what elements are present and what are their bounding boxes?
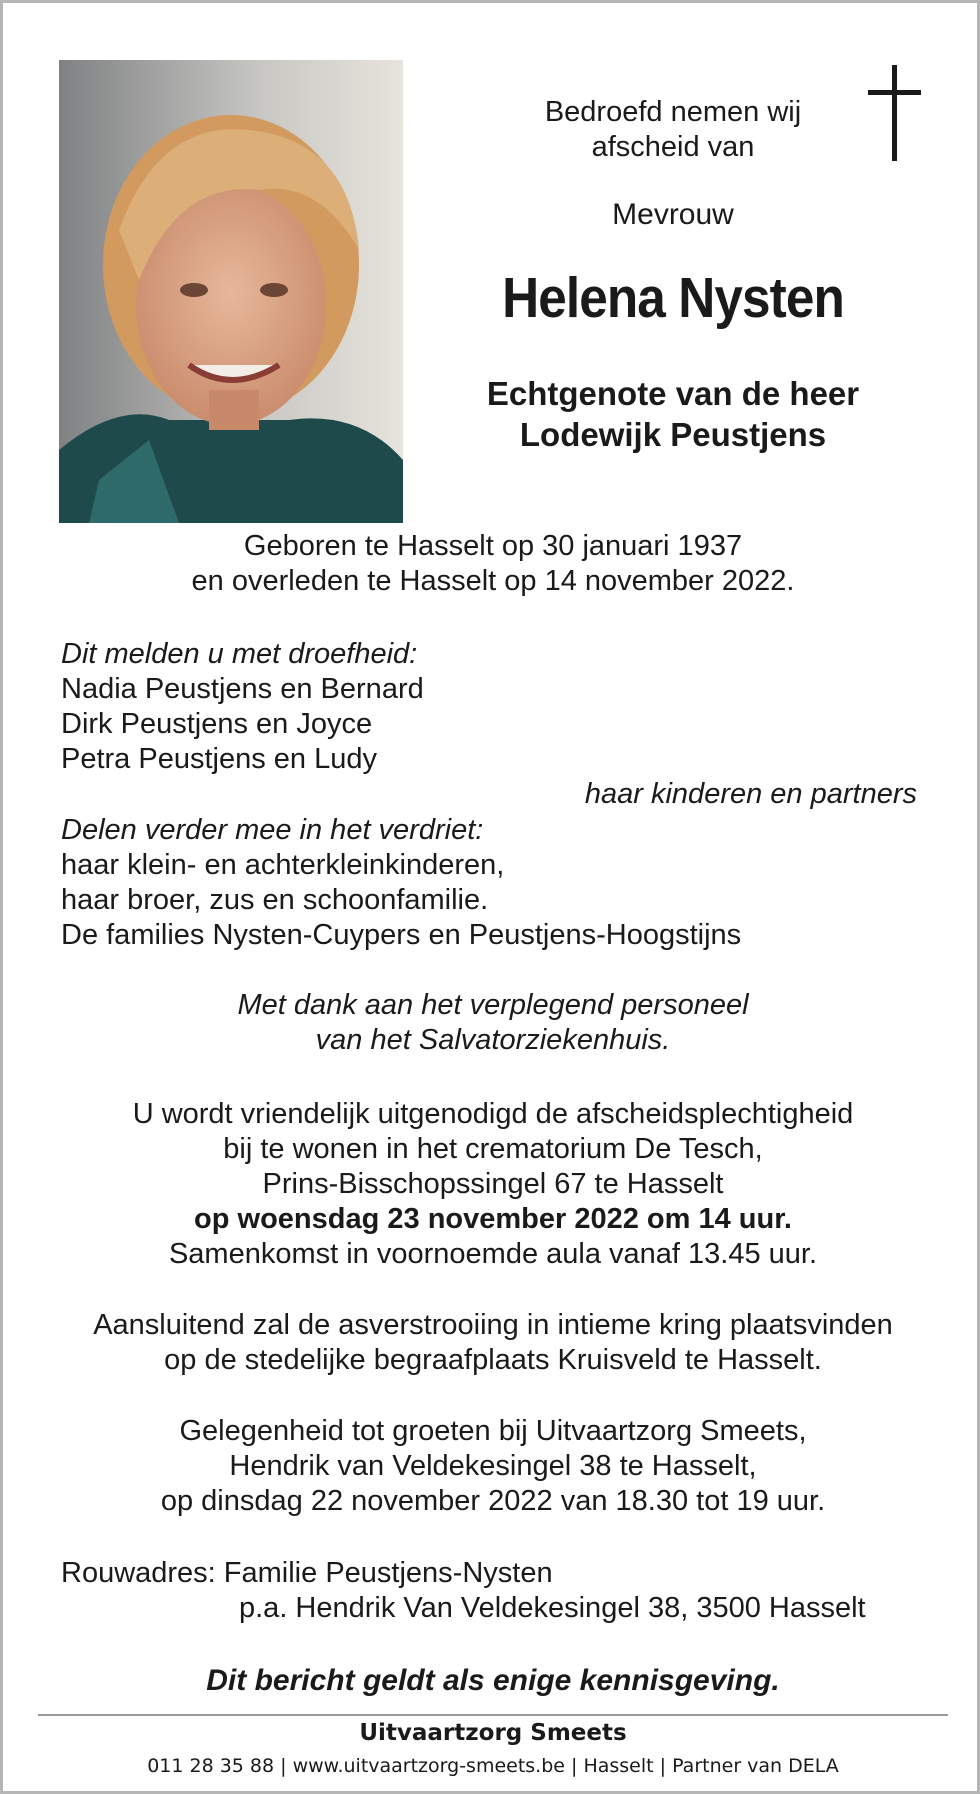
scattering-block [3,1308,980,1378]
family-intro: Dit melden u met droefheid: [61,638,418,670]
funeral-home-contact: 011 28 35 88 | www.uitvaartzorg-smeets.be | Hasselt | Partner van DELA [147,1755,839,1777]
visitation-line: op dinsdag 22 november 2022 van 18.30 tot 19 uur. [160,1485,826,1517]
visitation-line: Hendrik van Veldekesingel 38 te Hasselt, [229,1450,757,1482]
footer-divider [38,1714,948,1716]
date-line: Geboren te Hasselt op 30 januari 1937 [243,530,743,562]
deceased-name: Helena Nysten [502,266,844,330]
closing-statement: Dit bericht geldt als enige kennisgeving. [206,1664,780,1697]
family-member: Dirk Peustjens en Joyce [61,708,373,740]
extended-family-block [61,813,741,953]
family-member: Nadia Peustjens en Bernard [61,673,424,705]
children-label: haar kinderen en partners [584,778,917,810]
honorific: Mevrouw [612,198,734,231]
birth-death-dates [3,529,980,599]
funeral-home-name: Uitvaartzorg Smeets [359,1720,627,1746]
portrait-photo [59,60,403,523]
family-member: De families Nysten-Cuypers en Peustjens-Hoogstijns [61,919,742,951]
spouse-info [443,373,903,455]
thanks-block [3,988,980,1058]
spouse-line: Echtgenote van de heer [486,375,860,412]
mourning-address: p.a. Hendrik Van Veldekesingel 38, 3500 Hasselt [239,1592,866,1624]
visitation-block [3,1414,980,1519]
ceremony-date: op woensdag 23 november 2022 om 14 uur. [194,1203,792,1235]
share-intro: Delen verder mee in het verdriet: [61,814,484,846]
thanks-line: Met dank aan het verplegend personeel [237,989,749,1021]
spouse-line: Lodewijk Peustjens [519,416,827,453]
gathering-line: Samenkomst in voornoemde aula vanaf 13.45 uur. [168,1238,818,1270]
visitation-line: Gelegenheid tot groeten bij Uitvaartzorg Smeets, [179,1415,807,1447]
family-member: haar broer, zus en schoonfamilie. [61,884,489,916]
scattering-line: op de stedelijke begraafplaats Kruisveld te Hasselt. [164,1344,822,1376]
family-member: haar klein- en achterkleinkinderen, [61,849,505,881]
ceremony-line: bij te wonen in het crematorium De Tesch, [223,1133,763,1165]
thanks-line: van het Salvatorziekenhuis. [315,1024,671,1056]
family-member: Petra Peustjens en Ludy [61,743,377,775]
date-line: en overleden te Hasselt op 14 november 2022. [191,565,795,597]
scattering-line: Aansluitend zal de asverstrooiing in intieme kring plaatsvinden [93,1309,893,1341]
ceremony-block [3,1097,980,1272]
ceremony-line: Prins-Bisschopssingel 67 te Hasselt [262,1168,724,1200]
intro-text [443,95,903,165]
intro-line: Bedroefd nemen wij [544,96,802,128]
intro-line: afscheid van [591,131,755,163]
family-block [61,637,424,777]
mourning-address-label: Rouwadres: Familie Peustjens-Nysten [61,1557,553,1589]
ceremony-line: U wordt vriendelijk uitgenodigd de afscheidsplechtigheid [132,1098,854,1130]
